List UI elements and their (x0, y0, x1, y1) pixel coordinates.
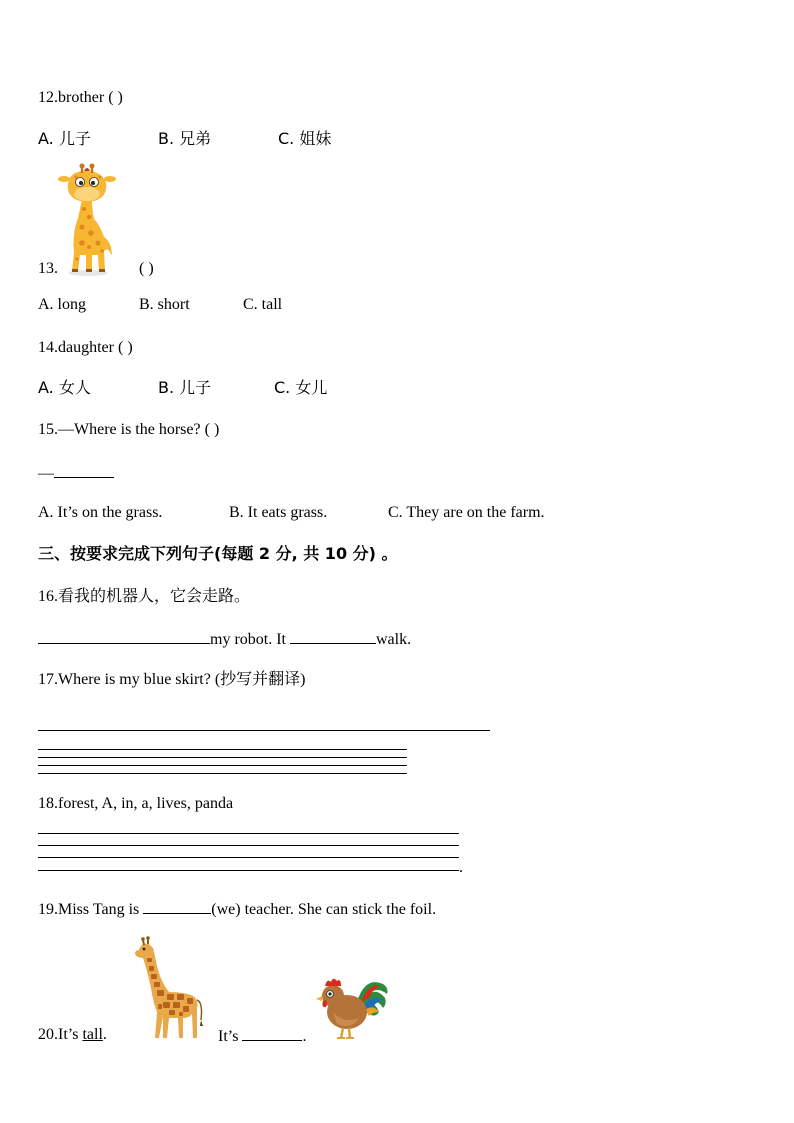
q16-answer (38, 628, 411, 650)
q16-question (38, 586, 250, 607)
q15-dash: — (38, 465, 54, 482)
q14-word: daughter (58, 339, 114, 356)
q16-number: 16. (38, 588, 58, 605)
q18-question (38, 794, 233, 814)
q17-text: Where is my blue skirt? (抄写并翻译) (58, 671, 306, 688)
q20-word: tall (82, 1026, 103, 1043)
q20-second: It’s (218, 1028, 239, 1045)
q17-writing-line-2[interactable] (38, 757, 407, 758)
q15-blank[interactable] (54, 462, 114, 478)
q20-period: . (102, 1026, 107, 1043)
q12-word: brother (58, 89, 105, 106)
q12-option-c: C. 姐妹 (278, 129, 332, 148)
q14-option-a: A. 女人 (38, 378, 91, 397)
q20-end: . (302, 1028, 307, 1045)
q16-blank-1[interactable] (38, 628, 210, 644)
q16-part1: my robot. It (210, 631, 286, 648)
q18-writing-line-1[interactable] (38, 833, 459, 834)
section3-heading: 三、按要求完成下列句子(每题 2 分, 共 10 分) 。 (38, 544, 398, 563)
q13-number: 13. (38, 260, 58, 277)
q12-option-a: A. 儿子 (38, 129, 91, 148)
q20-sentence-2 (218, 1025, 306, 1047)
q19-after: (we) teacher. She can stick the foil. (211, 901, 437, 918)
q19-blank[interactable] (143, 898, 211, 914)
q20-before: It’s (58, 1026, 79, 1043)
rooster-icon (313, 972, 391, 1042)
q18-writing-line-2[interactable] (38, 845, 459, 846)
q19-before: Miss Tang is (58, 901, 140, 918)
q14-paren: ( ) (117, 339, 133, 356)
q13-option-b: B. short (139, 296, 190, 313)
giraffe-cartoon-icon (58, 163, 116, 277)
q15-number: 15. (38, 421, 58, 438)
giraffe-icon (127, 936, 207, 1040)
q19-number: 19. (38, 901, 58, 918)
q17-answer-line-1[interactable] (38, 730, 490, 731)
q13-paren: ( ) (139, 260, 154, 277)
q15-answer-line (38, 462, 114, 484)
q17-writing-line-3[interactable] (38, 765, 407, 766)
q20-sentence-1 (38, 1025, 107, 1045)
q14-option-b: B. 儿子 (158, 378, 212, 397)
q13-option-a: A. long (38, 296, 86, 313)
q18-end-period: . (459, 859, 463, 876)
q15-option-c: C. They are on the farm. (388, 504, 545, 521)
q19-question (38, 898, 436, 920)
q14-question (38, 338, 133, 358)
q12-option-b: B. 兄弟 (158, 129, 212, 148)
q15-option-a: A. It’s on the grass. (38, 504, 163, 521)
q18-words: forest, A, in, a, lives, panda (58, 795, 234, 812)
q17-writing-line-1[interactable] (38, 749, 407, 750)
q16-blank-2[interactable] (290, 628, 376, 644)
q17-writing-line-4[interactable] (38, 773, 407, 774)
q20-blank[interactable] (242, 1025, 302, 1041)
q15-question (38, 420, 219, 440)
q17-question (38, 670, 306, 690)
q20-number: 20. (38, 1026, 58, 1043)
q13-option-c: C. tall (243, 296, 283, 313)
q15-text: —Where is the horse? ( ) (58, 421, 220, 438)
q16-chinese: 看我的机器人，它会走路。 (58, 586, 251, 605)
q12-paren: ( ) (108, 89, 123, 106)
q15-option-b: B. It eats grass. (229, 504, 328, 521)
q12-question (38, 88, 123, 108)
q18-writing-line-4[interactable] (38, 870, 459, 871)
q18-number: 18. (38, 795, 58, 812)
q14-option-c: C. 女儿 (274, 378, 328, 397)
q12-number: 12. (38, 89, 58, 106)
q17-number: 17. (38, 671, 58, 688)
q16-part2: walk. (376, 631, 412, 648)
q18-writing-line-3[interactable] (38, 857, 459, 858)
q14-number: 14. (38, 339, 58, 356)
